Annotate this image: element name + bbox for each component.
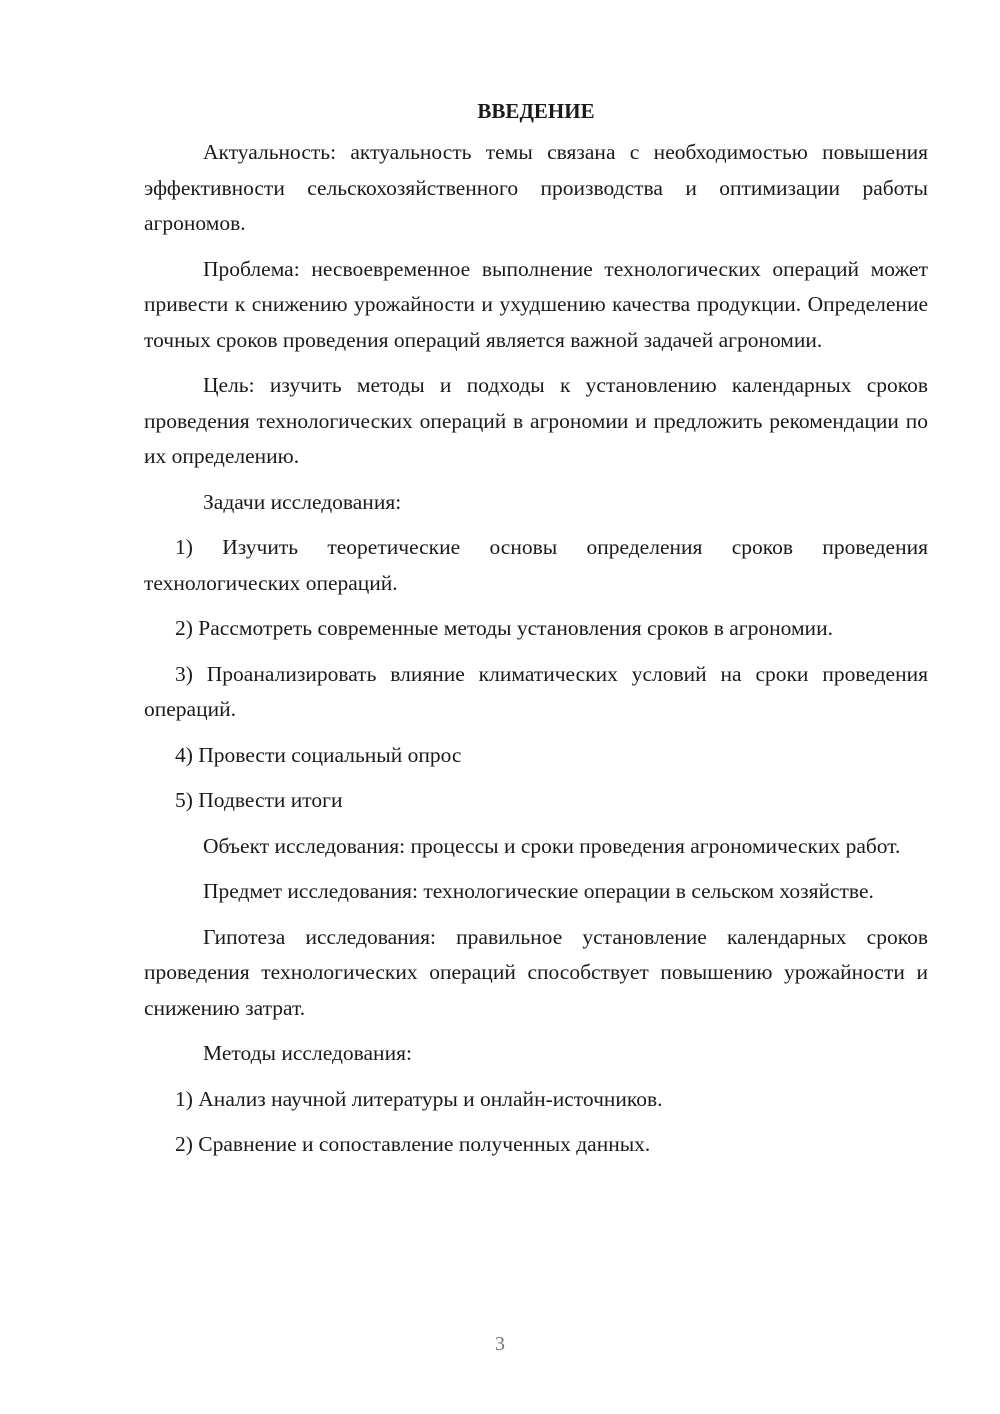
task-item: 4) Провести социальный опрос xyxy=(175,742,462,767)
task-item: 2) Рассмотреть современные методы установления сроков в агрономии. xyxy=(175,616,833,640)
task-item: 5) Подвести итоги xyxy=(175,788,343,812)
subject-paragraph: Предмет исследования: технологические операции в сельском хозяйстве. xyxy=(203,879,874,903)
method-item: 2) Сравнение и сопоставление полученных данных. xyxy=(175,1132,651,1156)
relevance-paragraph: Актуальность: актуальность темы связана с необходимостью повышения эффективности сельскохозяйственного производства и оптимизации работы агрономов. xyxy=(144,140,928,235)
problem-paragraph: Проблема: несвоевременное выполнение технологических операций может привести к снижению урожайности и ухудшению качества продукции. Определение точных сроков проведения операций является важной задачей агрономии. xyxy=(144,256,928,352)
hypothesis-paragraph: Гипотеза исследования: правильное установление календарных сроков проведения технологических операций способствует повышению урожайности и снижению затрат. xyxy=(144,924,928,1020)
document-page xyxy=(144,95,928,1173)
task-item: 3) Проанализировать влияние климатических условий на сроки проведения операций. xyxy=(144,661,928,721)
method-item: 1) Анализ научной литературы и онлайн-источников. xyxy=(175,1086,663,1111)
methods-heading: Методы исследования: xyxy=(203,1041,412,1065)
object-paragraph: Объект исследования: процессы и сроки проведения агрономических работ. xyxy=(203,833,901,858)
goal-paragraph: Цель: изучить методы и подходы к установлению календарных сроков проведения технологических операций в агрономии и предложить рекомендации по их определению. xyxy=(144,373,928,468)
page-number: 3 xyxy=(495,1333,505,1355)
tasks-heading: Задачи исследования: xyxy=(203,489,402,514)
section-title: ВВЕДЕНИЕ xyxy=(477,99,595,123)
task-item: 1) Изучить теоретические основы определения сроков проведения технологических операций. xyxy=(144,535,928,595)
